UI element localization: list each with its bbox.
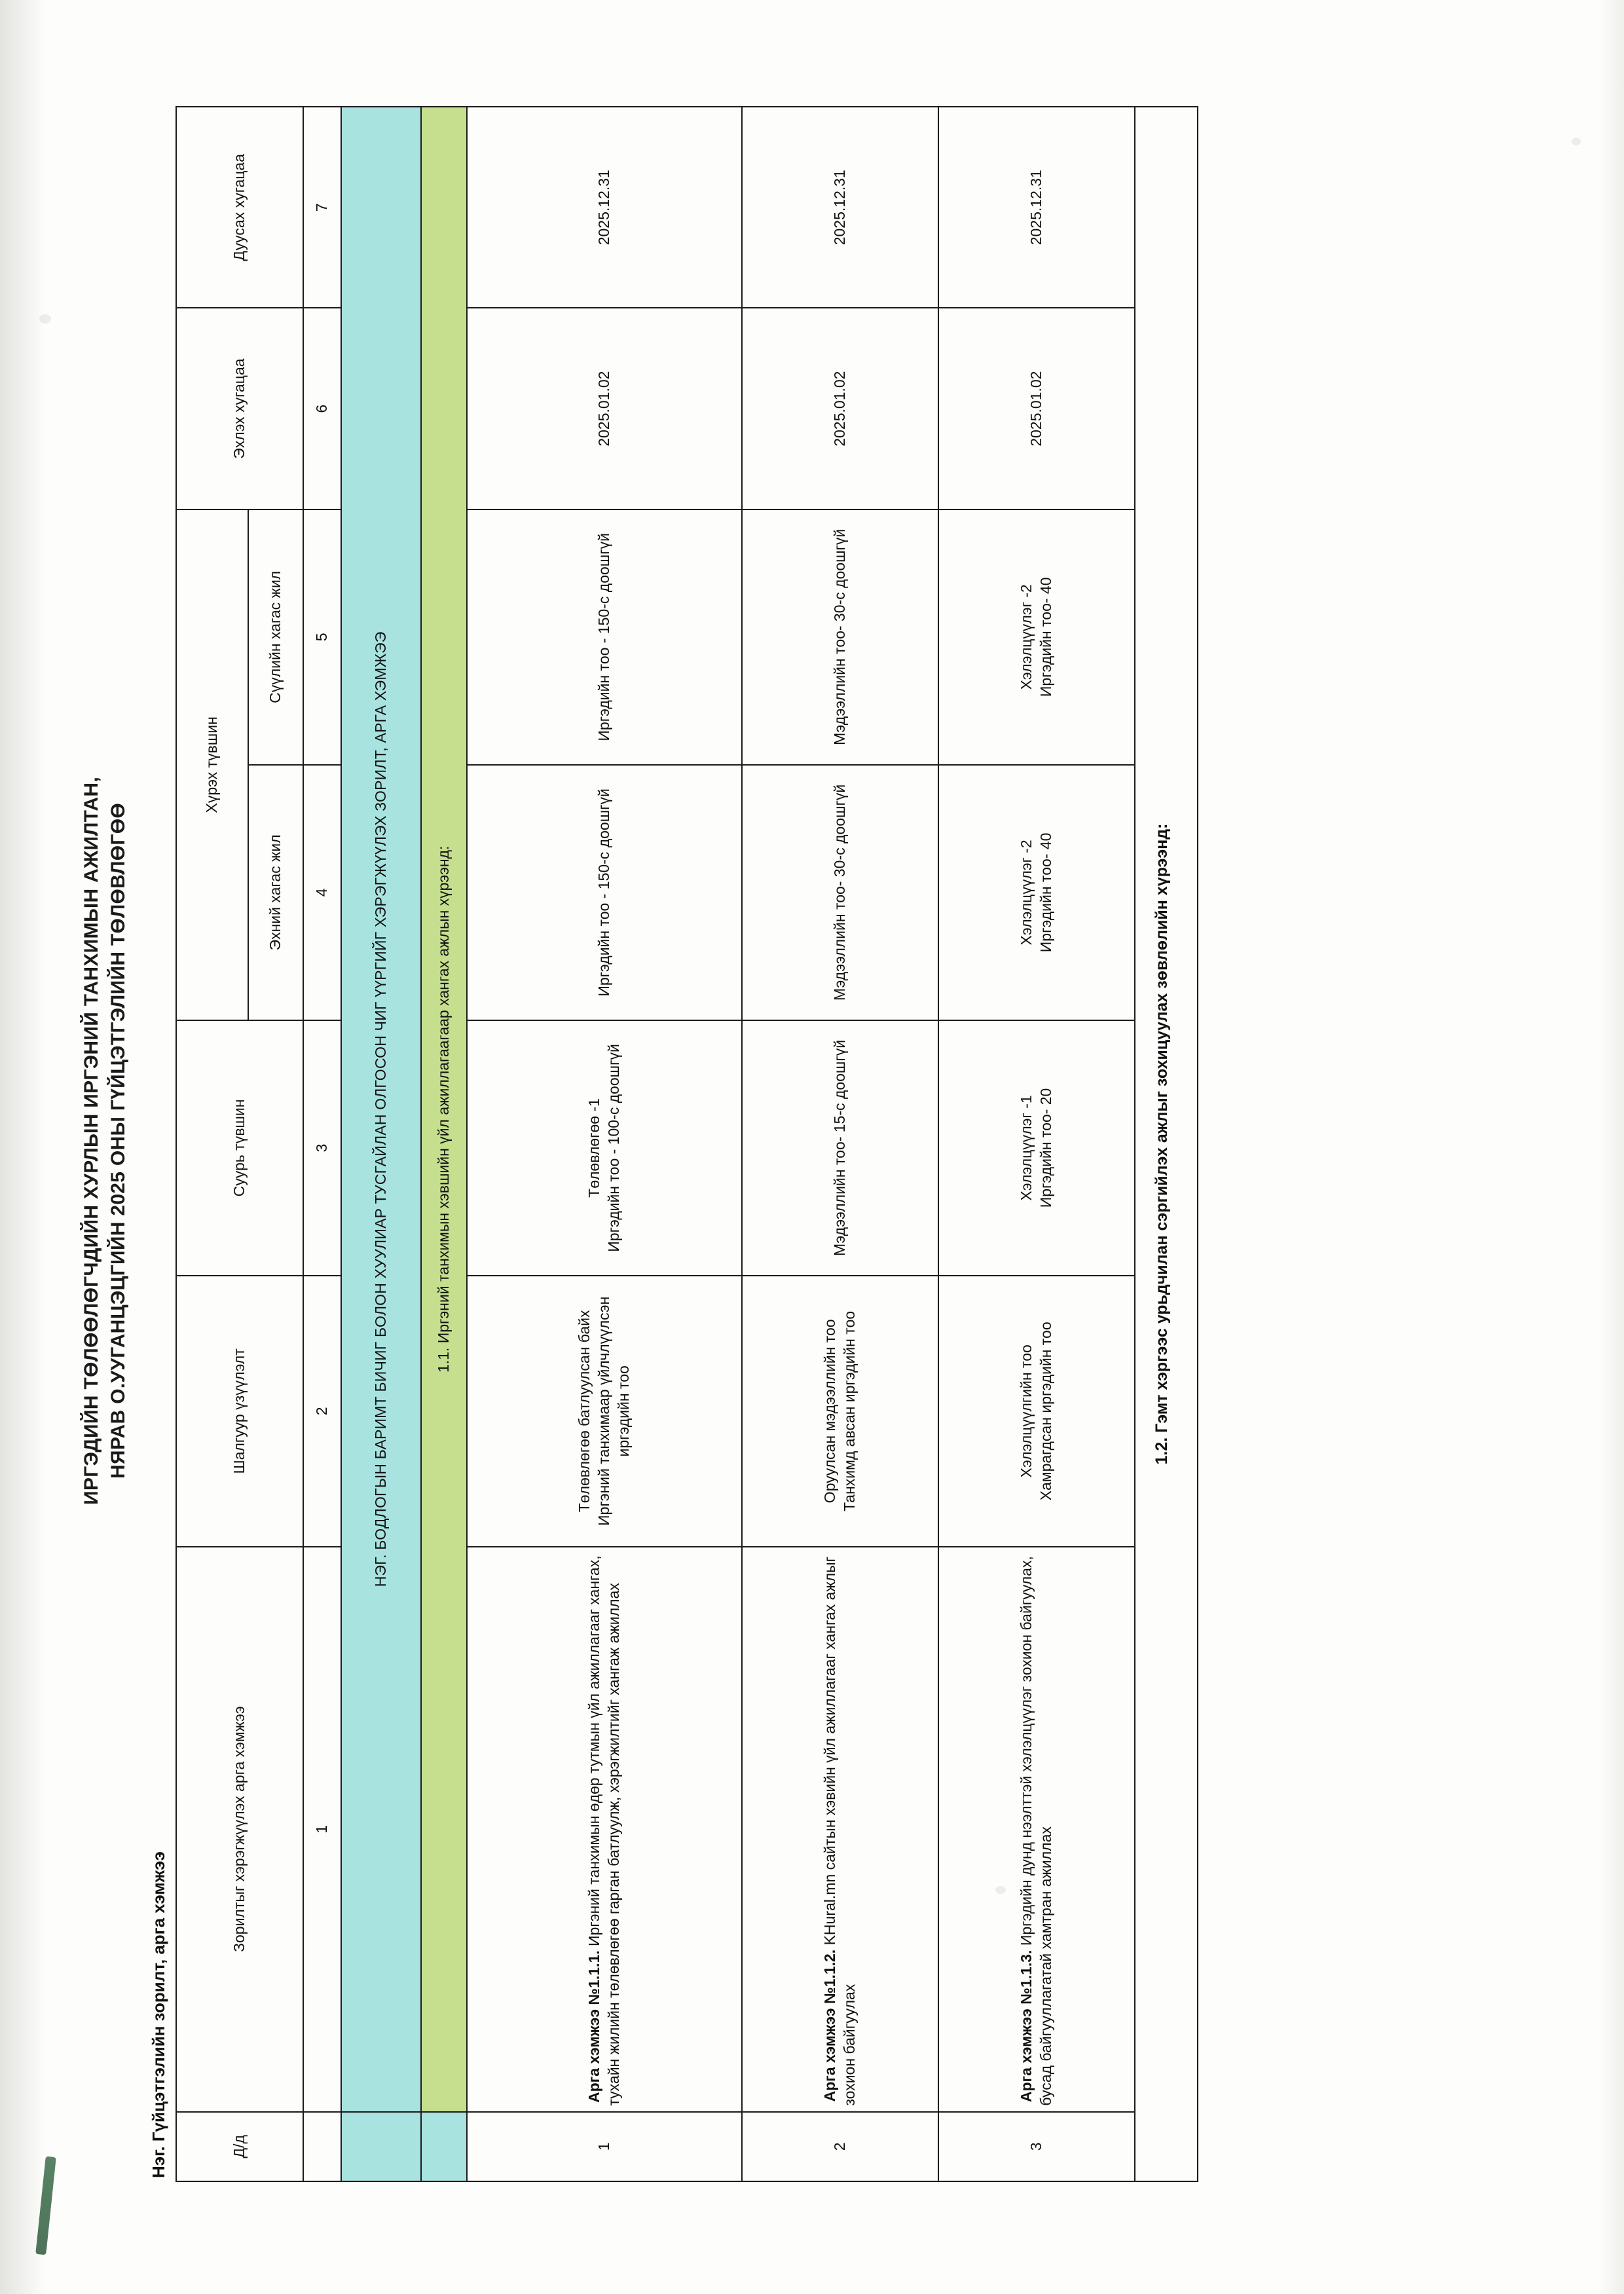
table-header-row-1 <box>176 107 248 2181</box>
header-measure: Зорилтыг хэрэгжүүлэх арга хэмжээ <box>176 1546 303 2111</box>
row-measure-code: Арга хэмжээ №1.1.3. <box>1018 1950 1035 2102</box>
header-last-half: Сүүлийн хагас жил <box>248 509 303 764</box>
page-shadow-right <box>1598 0 1624 2294</box>
row-index: 1 <box>467 2111 742 2181</box>
band-sub-row <box>421 107 467 2181</box>
header-index: Д/д <box>176 2111 303 2181</box>
colnum-3: 3 <box>303 1020 341 1275</box>
band-main-label: НЭГ. БОДЛОГЫН БАРИМТ БИЧИГ БОЛОН ХУУЛИАР ТУСГАЙЛАН ОЛГОСОН ЧИГ ҮҮРГИЙГ ХЭРЭГЖҮҮЛЭХ ЗОРИЛТ, АРГА ХЭМЖЭЭ <box>341 107 421 2112</box>
row-first-half: Мэдээллийн тоо- 30-с доошгүй <box>742 764 938 1020</box>
column-number-row <box>303 107 341 2181</box>
row-base-level: Төлөвлөгөө -1 Иргэдийн тоо - 100-с доошгүй <box>467 1020 742 1275</box>
colnum-1: 1 <box>303 1546 341 2111</box>
row-first-half: Хэлэлцүүлэг -2 Иргэдийн тоо- 40 <box>938 764 1135 1020</box>
row-start-date: 2025.01.02 <box>467 308 742 509</box>
header-start-date: Эхлэх хугацаа <box>176 308 303 509</box>
page-title-line1: ИРГЭДИЙН ТӨЛӨӨЛӨГЧДИЙН ХУРЛЫН ИРГЭНИЙ ТАНХИМЫН АЖИЛТАН, <box>81 776 102 1505</box>
footer-note: 1.2. Гэмт хэргээс урьдчилан сэргийлэх ажлыг зохицуулах зөвлөлийн хүрээнд: <box>1153 823 1171 1464</box>
performance-plan-table <box>175 106 1135 2182</box>
row-last-half: Хэлэлцүүлэг -2 Иргэдийн тоо- 40 <box>938 509 1135 764</box>
row-measure-code: Арга хэмжээ №1.1.1. <box>585 1950 603 2103</box>
section-label: Нэг. Гүйцэтгэлийн зорилт, арга хэмжээ <box>149 1851 168 2178</box>
band-main-row <box>341 107 421 2181</box>
band-sub-spacer <box>421 2111 467 2181</box>
row-measure-text: KHural.mn сайтын хэвийн үйл ажиллагааг хангах ажлыг зохион байгуулах <box>821 1556 858 2106</box>
row-end-date: 2025.12.31 <box>467 107 742 308</box>
row-measure <box>742 1546 938 2111</box>
colnum-0 <box>303 2111 341 2181</box>
row-base-level: Мэдээллийн тоо- 15-с доошгүй <box>742 1020 938 1275</box>
row-measure <box>938 1546 1135 2111</box>
row-first-half: Иргэдийн тоо - 150-с доошгүй <box>467 764 742 1020</box>
colnum-5: 5 <box>303 509 341 764</box>
header-criteria: Шалгуур үзүүлэлт <box>176 1276 303 1547</box>
colnum-6: 6 <box>303 308 341 509</box>
row-start-date: 2025.01.02 <box>742 308 938 509</box>
row-last-half: Мэдээллийн тоо- 30-с доошгүй <box>742 509 938 764</box>
band-main-spacer <box>341 2111 421 2181</box>
rotated-document-wrapper <box>33 34 1591 2261</box>
row-end-date: 2025.12.31 <box>742 107 938 308</box>
header-base-level: Суурь түвшин <box>176 1020 303 1275</box>
header-target-group: Хүрэх түвшин <box>176 509 248 1020</box>
header-end-date: Дуусах хугацаа <box>176 107 303 308</box>
row-last-half: Иргэдийн тоо - 150-с доошгүй <box>467 509 742 764</box>
band-sub-label: 1.1. Иргэний танхимын хэвшийн үйл ажиллагаагаар хангах ажлын хүрээнд: <box>421 107 467 2112</box>
row-start-date: 2025.01.02 <box>938 308 1135 509</box>
row-index: 3 <box>938 2111 1135 2181</box>
row-criteria: Төлөвлөгөө батлуулсан байх Иргэний танхимаар үйлчлүүлсэн иргэдийн тоо <box>467 1276 742 1547</box>
colnum-4: 4 <box>303 764 341 1020</box>
row-index: 2 <box>742 2111 938 2181</box>
table-row <box>742 107 938 2181</box>
row-measure <box>467 1546 742 2111</box>
row-criteria: Хэлэлцүүлгийн тоо Хамрагдсан иргэдийн тоо <box>938 1276 1135 1547</box>
page-title <box>79 420 132 1861</box>
header-first-half: Эхний хагас жил <box>248 764 303 1020</box>
document-body <box>79 100 1559 2182</box>
row-measure-code: Арга хэмжээ №1.1.2. <box>821 1949 839 2101</box>
table-row <box>467 107 742 2181</box>
row-end-date: 2025.12.31 <box>938 107 1135 308</box>
colnum-7: 7 <box>303 107 341 308</box>
row-measure-text: Иргэдийн дунд нээлттэй хэлэлцүүлэг зохион байгуулах, бусад байгууллагатай хамтран ажиллах <box>1018 1555 1054 2106</box>
row-measure-text: Иргэний танхимын өдөр тутмын үйл ажиллагааг хангах, тухайн жилийн төлөвлөгөө гарган батлуулж, хэрэгжилтийг хангаж ажиллах <box>585 1555 622 2106</box>
table-row <box>938 107 1135 2181</box>
row-criteria: Оруулсан мэдээллийн тоо Танхимд авсан иргэдийн тоо <box>742 1276 938 1547</box>
row-base-level: Хэлэлцүүлэг -1 Иргэдийн тоо- 20 <box>938 1020 1135 1275</box>
footer-note-box <box>1135 106 1198 2182</box>
page-title-line2: НЯРАВ О.УУГАНЦЭЦГИЙН 2025 ОНЫ ГҮЙЦЭТГЭЛИЙН ТӨЛӨВЛӨГӨӨ <box>107 802 129 1479</box>
colnum-2: 2 <box>303 1276 341 1547</box>
